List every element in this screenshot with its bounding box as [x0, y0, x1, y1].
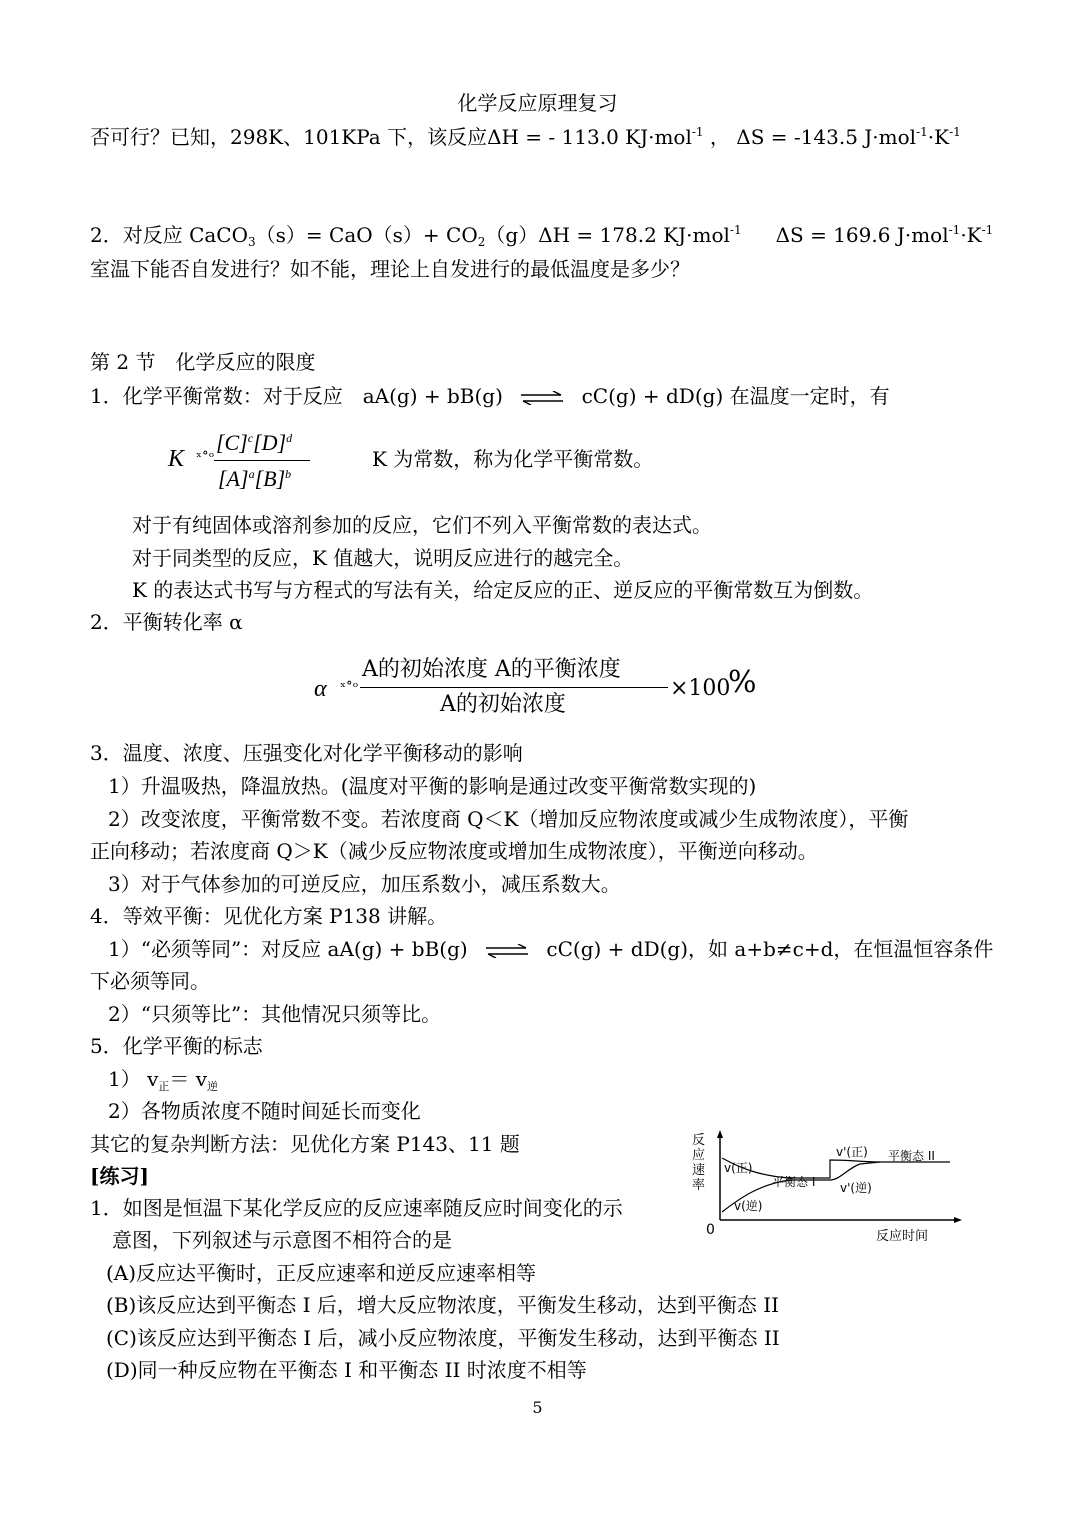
v-forward2-label: v'(正) [836, 1145, 868, 1159]
k-den-a: [A] [218, 466, 249, 491]
sup: -1 [948, 223, 961, 237]
item-5-1b: ＝ v [169, 1067, 208, 1091]
k-num-c: [C] [216, 430, 248, 455]
k-num-d: [D] [253, 430, 287, 455]
y-axis-label-char: 率 [692, 1178, 706, 1193]
sub: 正 [158, 1080, 170, 1093]
alpha-times-100: ×100 [670, 676, 731, 701]
y-axis-label-char: 速 [692, 1163, 706, 1178]
sub: 3 [248, 235, 256, 249]
k-denominator [218, 466, 291, 492]
top-line-1-text: 否可行？已知，298K、101KPa 下，该反应ΔH = - 113.0 KJ·mol [90, 125, 692, 149]
k-description: K 为常数，称为化学平衡常数。 [372, 447, 654, 471]
v-forward-label: v(正) [724, 1161, 753, 1175]
equilibrium-arrow-icon [521, 391, 563, 405]
other-methods: 其它的复杂判断方法：见优化方案 P143、11 题 [90, 1132, 520, 1156]
origin-label: 0 [706, 1222, 715, 1238]
top-line-1-mid2: ·K [927, 125, 950, 149]
option-d: (D)同一种反应物在平衡态 I 和平衡态 II 时浓度不相等 [106, 1358, 587, 1382]
k-den-b: [B] [254, 466, 286, 491]
item-5: 5．化学平衡的标志 [90, 1034, 263, 1058]
q2-text-e: ·K [960, 223, 982, 247]
y-axis-label [692, 1133, 705, 1193]
item-4-2: 2）“只须等比”：其他情况只须等比。 [108, 1002, 442, 1026]
item-5-2: 2）各物质浓度不随时间延长而变化 [108, 1099, 421, 1123]
sup: -1 [729, 223, 742, 237]
top-line-1 [90, 124, 961, 150]
sup: -1 [916, 125, 928, 139]
sup: -1 [981, 223, 994, 237]
option-c: (C)该反应达到平衡态 I 后，减小反应物浓度，平衡发生移动，达到平衡态 II [106, 1326, 780, 1350]
eq1-label: 平衡态 I [772, 1175, 816, 1189]
item-5-1 [108, 1066, 218, 1092]
sub: 2 [477, 235, 486, 249]
item-3-1: 1）升温吸热，降温放热。(温度对平衡的影响是通过改变平衡常数实现的) [108, 774, 757, 798]
k-numerator [216, 430, 292, 456]
equilibrium-arrow-icon [486, 944, 528, 958]
alpha-equals-glyph: ₓ∘ₒ [340, 675, 359, 691]
v-reverse2-label: v'(逆) [840, 1181, 872, 1195]
alpha-fraction-bar [360, 687, 668, 688]
eq2-label: 平衡态 II [888, 1149, 935, 1163]
k-symbol: K [168, 446, 185, 472]
q2-text-a: 2．对反应 CaCO [90, 223, 249, 247]
x-axis-arrow [954, 1217, 962, 1223]
item-3: 3．温度、浓度、压强变化对化学平衡移动的影响 [90, 741, 523, 765]
item-4: 4．等效平衡：见优化方案 P138 讲解。 [90, 904, 448, 928]
page-header-title: 化学反应原理复习 [457, 91, 618, 115]
alpha-numerator: A的初始浓度 A的平衡浓度 [362, 657, 621, 682]
practice-q1-line-2: 意图，下列叙述与示意图不相符合的是 [112, 1228, 452, 1252]
item-2-conversion-rate: 2．平衡转化率 α [90, 610, 243, 634]
alpha-symbol: α [314, 676, 327, 702]
option-a: (A)反应达平衡时，正反应速率和逆反应速率相等 [106, 1261, 537, 1285]
k-fraction-bar [214, 460, 310, 461]
note-2: 对于同类型的反应，K 值越大，说明反应进行的越完全。 [132, 546, 634, 570]
note-1: 对于有纯固体或溶剂参加的反应，它们不列入平衡常数的表达式。 [132, 513, 712, 537]
sup: d [286, 431, 293, 445]
q2-text-d: ΔS = 169.6 J·mol [775, 223, 949, 247]
top-line-1-mid: ， ΔS = -143.5 J·mol [703, 125, 917, 149]
sup: b [285, 467, 292, 481]
k-equals-glyph: ₓ∘ₒ [196, 445, 215, 461]
item-1-post: cC(g) + dD(g) 在温度一定时，有 [581, 384, 890, 408]
alpha-percent: % [728, 665, 757, 700]
question-2-line-2: 室温下能否自发进行？如不能，理论上自发进行的最低温度是多少？ [90, 257, 690, 281]
item-4-1 [108, 936, 993, 962]
option-b: (B)该反应达到平衡态 I 后，增大反应物浓度，平衡发生移动，达到平衡态 II [106, 1293, 780, 1317]
sup: a [248, 467, 255, 481]
q2-text-c: （g）ΔH = 178.2 KJ·mol [485, 223, 730, 247]
x-axis-label: 反应时间 [876, 1229, 929, 1244]
y-axis-arrow [717, 1130, 723, 1138]
item-4-1b: cC(g) + dD(g)，如 a+b≠c+d，在恒温恒容条件 [546, 937, 994, 961]
y-axis-label-char: 反 [692, 1133, 706, 1148]
rate-time-figure [680, 1128, 970, 1248]
item-1-pre: 1．化学平衡常数：对于反应 aA(g) + bB(g) [90, 384, 503, 408]
item-3-2a: 2）改变浓度，平衡常数不变。若浓度商 Q＜K（增加反应物浓度或减少生成物浓度），平衡 [108, 807, 909, 831]
practice-q1-line-1: 1．如图是恒温下某化学反应的反应速率随反应时间变化的示 [90, 1196, 623, 1220]
sup: -1 [949, 125, 961, 139]
q2-text-b: （s）= CaO（s）+ CO [255, 223, 478, 247]
sup: c [247, 431, 254, 445]
y-axis-label-char: 应 [692, 1148, 706, 1163]
item-3-2b: 正向移动；若浓度商 Q＞K（减少反应物浓度或增加生成物浓度），平衡逆向移动。 [90, 839, 818, 863]
practice-heading: [练习] [90, 1164, 149, 1188]
note-3: K 的表达式书写与方程式的写法有关，给定反应的正、逆反应的平衡常数互为倒数。 [132, 578, 874, 602]
section-title: 第 2 节 化学反应的限度 [90, 350, 316, 374]
question-2-line-1 [90, 222, 993, 248]
item-3-3: 3）对于气体参加的可逆反应，加压系数小，减压系数大。 [108, 872, 621, 896]
item-4-1a: 1）“必须等同”：对反应 aA(g) + bB(g) [108, 937, 468, 961]
alpha-denominator: A的初始浓度 [440, 692, 566, 717]
item-1-equilibrium-constant [90, 383, 890, 409]
sup: -1 [691, 125, 704, 139]
item-5-1a: 1） v [108, 1067, 159, 1091]
v-reverse-label: v(逆) [734, 1199, 763, 1213]
item-4-1c: 下必须等同。 [90, 969, 210, 993]
sub: 逆 [207, 1080, 219, 1093]
page-number: 5 [532, 1398, 543, 1417]
